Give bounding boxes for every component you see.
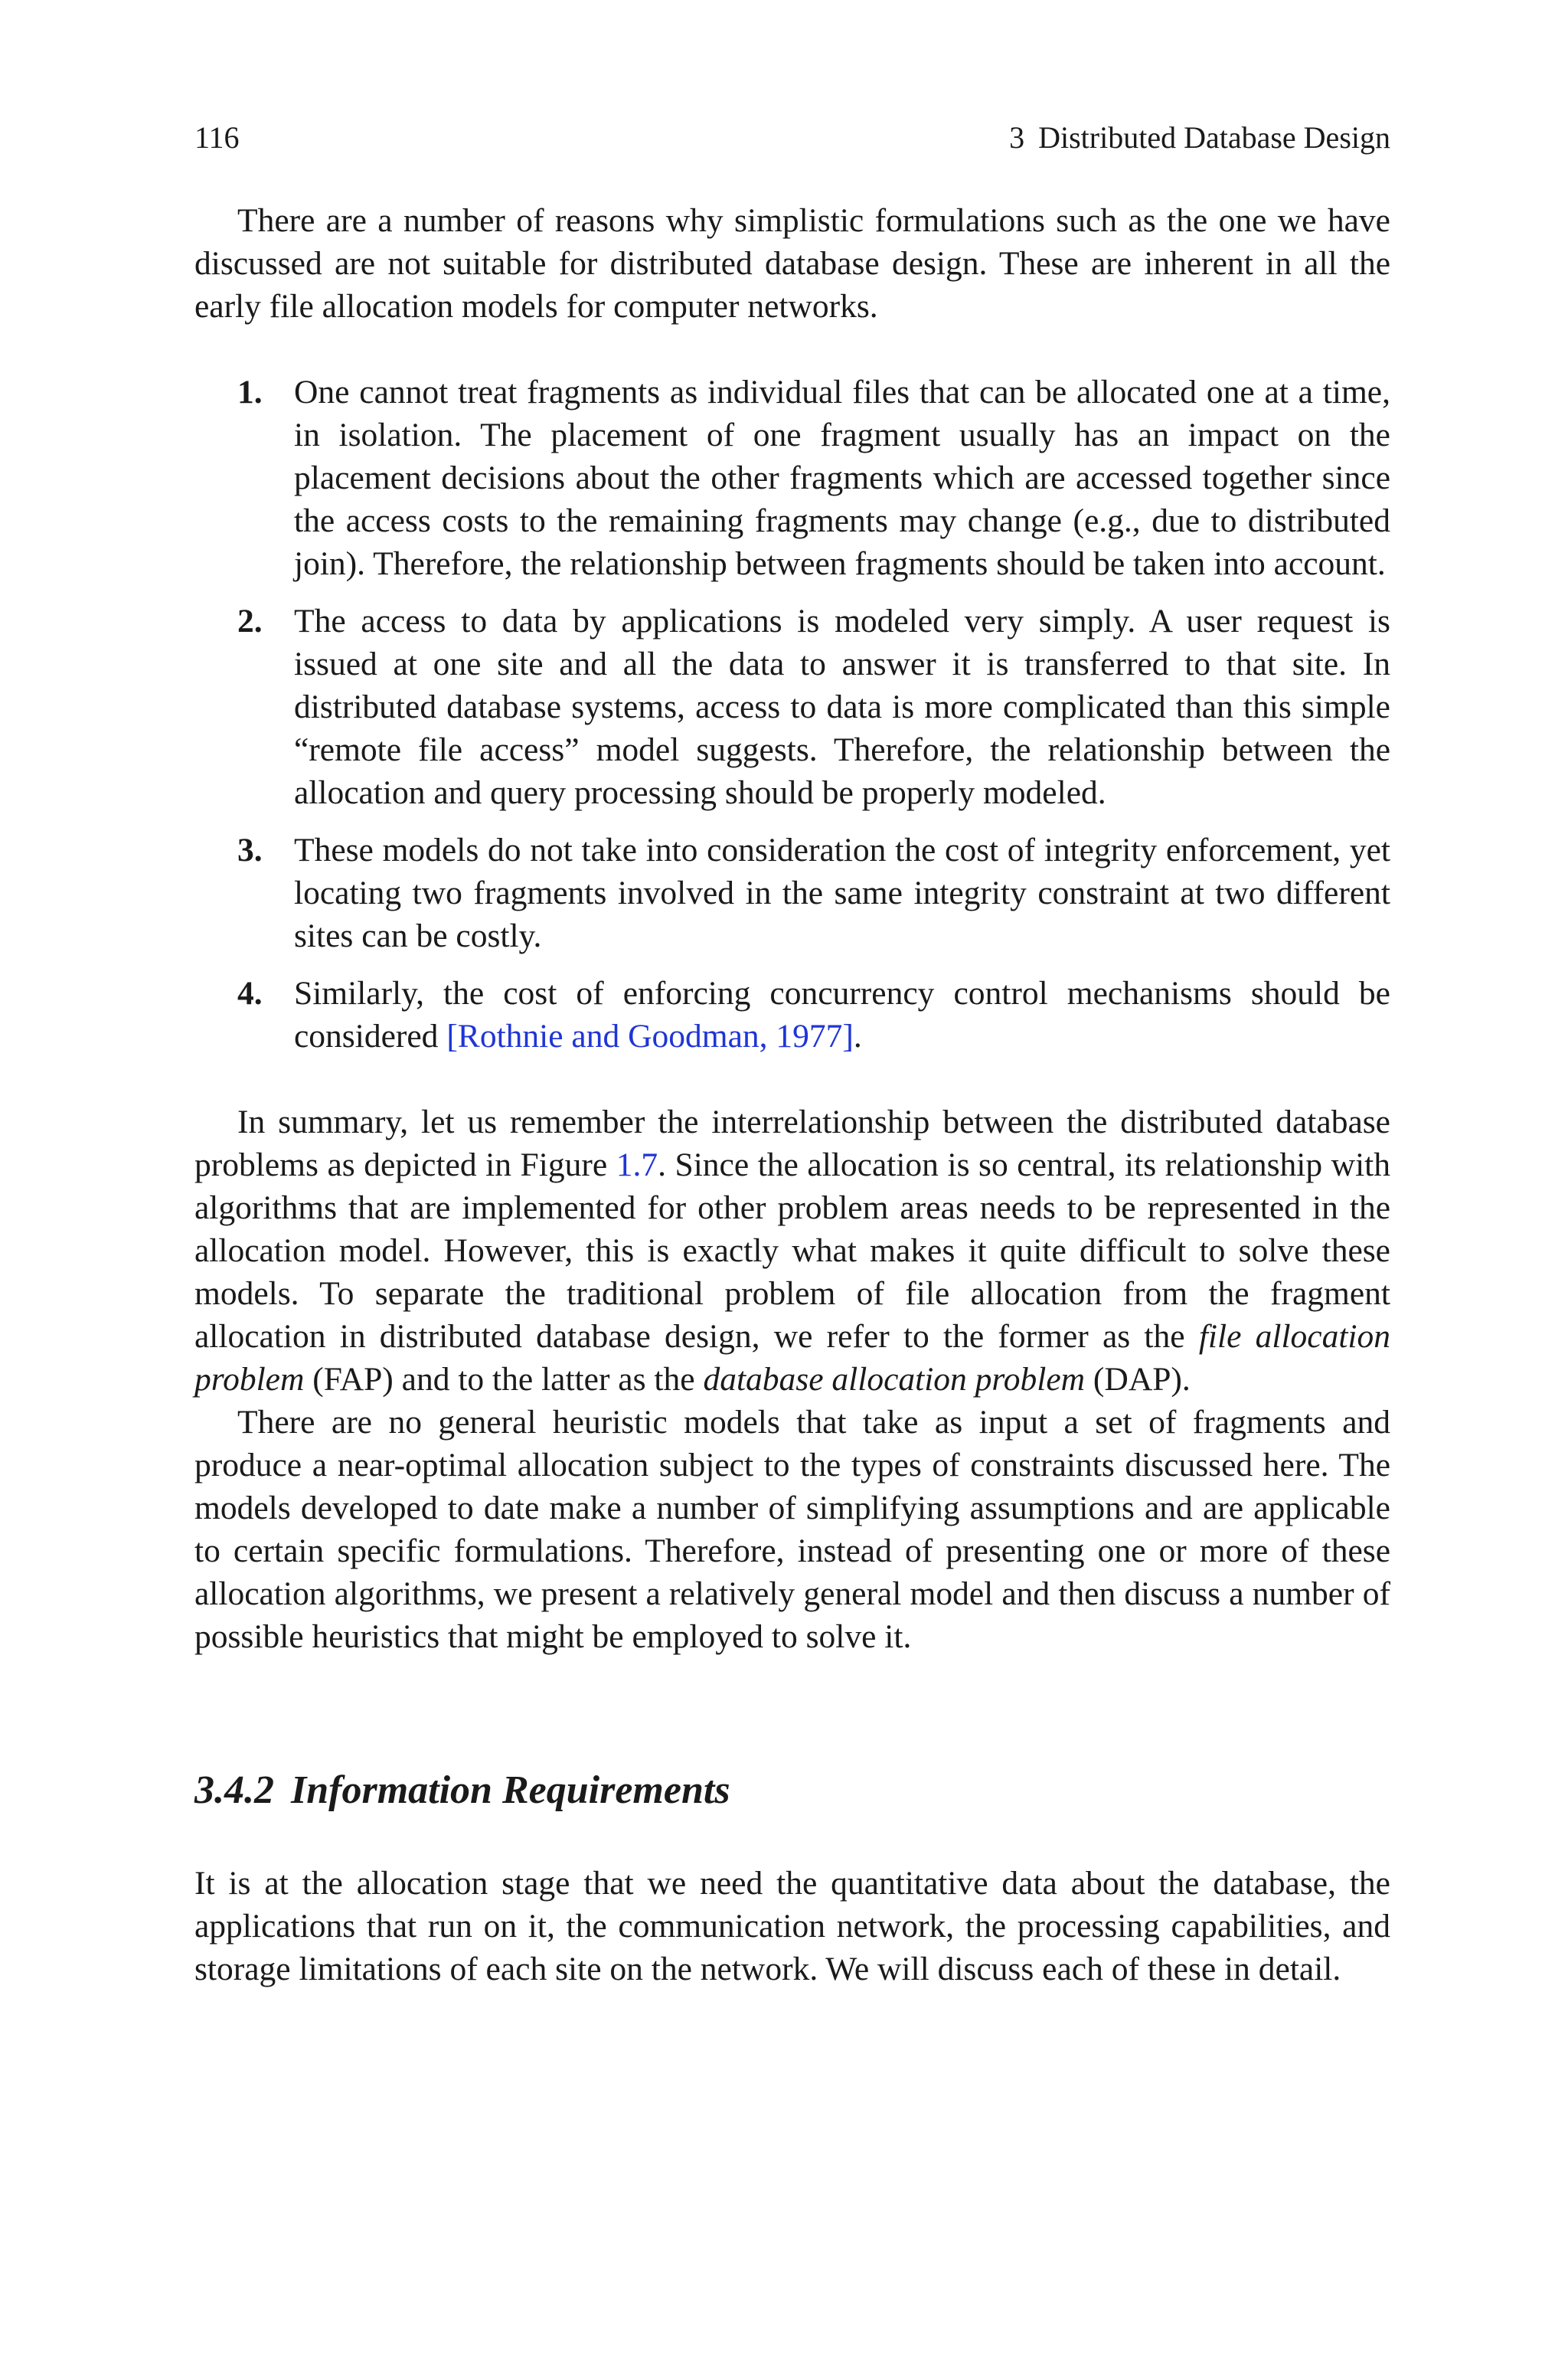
reasons-list: [194, 371, 1390, 1058]
chapter-heading: [1009, 115, 1390, 161]
list-item: [194, 972, 1390, 1058]
chapter-title: Distributed Database Design: [1038, 120, 1390, 155]
section-number: 3.4.2: [194, 1768, 274, 1812]
list-item: [194, 600, 1390, 814]
list-item-number: 1.: [237, 374, 263, 411]
chapter-number: 3: [1009, 120, 1025, 155]
list-item-text: One cannot treat fragments as individual files that can be allocated one at a time, in isolation. The placement of one fragment usually has an impact on the placement decisions about the other fragments which are accessed together since the access costs to the remaining fragments may change (e.g., due to distributed join). Therefore, the relationship between fragments should be taken into account.: [294, 374, 1390, 582]
list-item-text: The access to data by applications is modeled very simply. A user request is issued at one site and all the data to answer it is transferred to that site. In distributed database systems, access to data is more complicated than this simple “remote file access” model suggests. Therefore, the relationship between the allocation and query processing should be properly modeled.: [294, 603, 1390, 811]
list-item-number: 2.: [237, 603, 263, 639]
summary-paragraph: [194, 1101, 1390, 1401]
list-item-number: 3.: [237, 832, 263, 868]
term-file-allocation-problem: file allocation problem: [194, 1318, 1391, 1398]
list-item: [194, 371, 1390, 585]
list-item-text: Similarly, the cost of enforcing concurrency control mechanisms should be considered: [294, 975, 1390, 1055]
list-item-end: .: [853, 1018, 862, 1055]
running-head: [194, 115, 1390, 161]
summary-text-3: (FAP) and to the latter as the: [312, 1361, 695, 1398]
list-item-number: 4.: [237, 975, 263, 1012]
figure-reference-link[interactable]: 1.7: [616, 1146, 658, 1183]
page-number: 116: [194, 120, 240, 155]
heuristics-paragraph: There are no general heuristic models that take as input a set of fragments and produce a near-optimal allocation subject to the types of constraints discussed here. The models developed to date make a number of simplifying assumptions and are applicable to certain specific formulations. Therefore, instead of presenting one or more of these allocation algorithms, we present a relatively general model and then discuss a number of possible heuristics that might be employed to solve it.: [194, 1404, 1390, 1655]
section-heading: [194, 1764, 1390, 1817]
list-item: [194, 829, 1390, 957]
section-title: Information Requirements: [291, 1768, 730, 1812]
list-item-text: These models do not take into consideration the cost of integrity enforcement, yet locating two fragments involved in the same integrity constraint at two different sites can be costly.: [294, 832, 1390, 954]
section-paragraph: It is at the allocation stage that we need the quantitative data about the database, the applications that run on it, the communication network, the processing capabilities, and storage limitations of each site on the network. We will discuss each of these in detail.: [194, 1865, 1390, 1987]
intro-paragraph: There are a number of reasons why simplistic formulations such as the one we have discussed are not suitable for distributed database design. These are inherent in all the early file allocation models for computer networks.: [194, 202, 1390, 325]
citation-link[interactable]: [Rothnie and Goodman, 1977]: [446, 1018, 854, 1055]
summary-text-4: (DAP).: [1093, 1361, 1191, 1398]
page: [194, 115, 1390, 1990]
summary-text-1: In summary, let us remember the interrelationship between the distributed database problems as depicted in Figure: [194, 1104, 1390, 1183]
summary-text-2: . Since the allocation is so central, its relationship with algorithms that are implemented for other problem areas needs to be represented in the allocation model. However, this is exactly what makes it quite difficult to solve these models. To separate the traditional problem of file allocation from the fragment allocation in distributed database design, we refer to the former as the: [194, 1146, 1390, 1355]
term-database-allocation-problem: database allocation problem: [703, 1361, 1086, 1398]
